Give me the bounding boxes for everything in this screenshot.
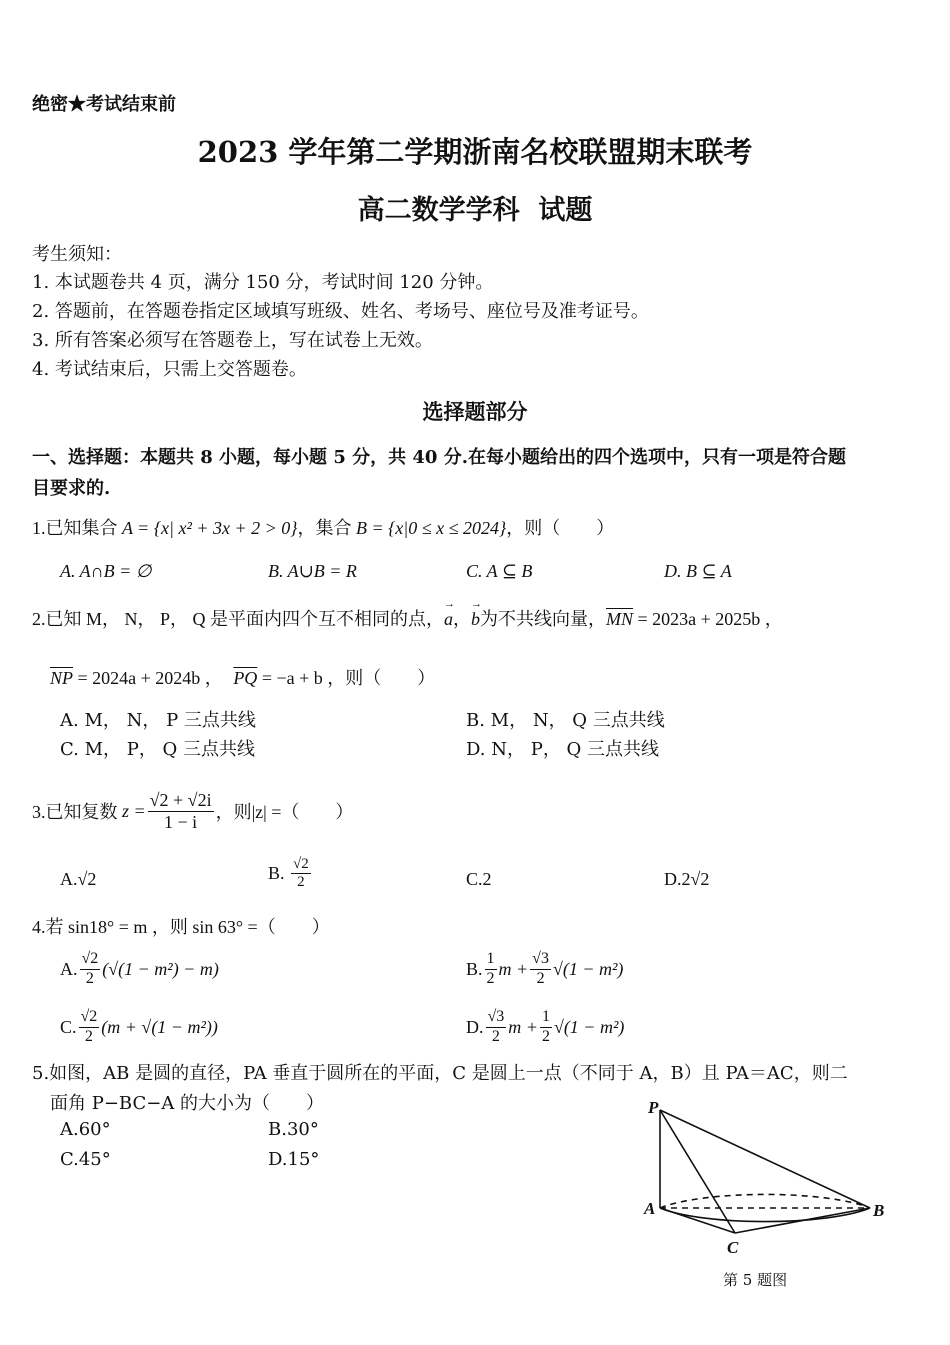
label-b: B xyxy=(873,1201,885,1220)
notice-item: 3. 所有答案必须写在答题卷上，写在试卷上无效。 xyxy=(32,330,433,351)
label-p: P xyxy=(648,1098,659,1117)
q5-option-c: C.45° xyxy=(60,1149,111,1170)
circle-back-arc xyxy=(660,1194,870,1208)
segment-bc xyxy=(735,1208,870,1233)
q2-option-c: C. M， P， Q 三点共线 xyxy=(60,739,256,760)
q5-option-a: A.60° xyxy=(60,1119,111,1140)
question-2-stem: 2.已知 M， N， P， Q 是平面内四个互不相同的点，a →，b →为不共线向量，$\overline{MN} = 2023a + 2025b$ ， xyxy=(32,605,783,631)
label-c: C xyxy=(727,1238,739,1257)
q2-option-b: B. M， N， Q 三点共线 xyxy=(466,710,665,731)
question-4-stem: 4.若 sin18° = m ，则 sin 63° =（ ） xyxy=(32,917,330,937)
exam-title: 2023 学年第二学期浙南名校联盟期末联考 xyxy=(197,135,753,169)
section-instruction: 一、选择题：本题共 8 小题，每小题 5 分，共 40 分.在每小题给出的四个选项中，只有一项是符合题 xyxy=(32,447,846,468)
question-2-stem-cont: $\overline{NP} = 2024a + 2024b$ ， $\overline{PQ} = -a + b$ ，则（ ） xyxy=(50,668,436,688)
q1-option-a: A. A∩B = ∅ xyxy=(60,561,152,581)
q2-option-a: A. M， N， P 三点共线 xyxy=(60,710,256,731)
notice-item: 2. 答题前，在答题卷指定区域填写班级、姓名、考场号、座位号及准考证号。 xyxy=(32,301,649,322)
section-instruction-cont: 目要求的. xyxy=(32,478,111,499)
q3-option-d: D.2√2 xyxy=(664,869,710,889)
notice-item: 1. 本试题卷共 4 页，满分 150 分，考试时间 120 分钟。 xyxy=(32,272,494,293)
q4-option-d: D. $\frac{√3}{2}$ m + $\frac{1}{2}$ √(1 − m²) xyxy=(466,1008,625,1045)
q5-option-b: B.30° xyxy=(268,1119,319,1140)
exam-subtitle: 高二数学学科 试题 xyxy=(357,195,593,226)
question-3-stem: 3.已知复数 z = $\frac{√2 + √2i}{1 - i}$ ，则|z| =（ ） xyxy=(32,789,354,832)
q3-fraction: $\frac{√2 + √2i}{1 - i}$ xyxy=(149,789,212,832)
notice-item: 4. 考试结束后，只需上交答题卷。 xyxy=(32,359,307,380)
q1-option-d: D. B ⊆ A xyxy=(664,561,732,581)
secret-label: 绝密★考试结束前 xyxy=(32,94,176,115)
q4-option-c: C. $\frac{√2}{2}$ (m + √(1 − m²)) xyxy=(60,1008,218,1045)
segment-pb xyxy=(660,1110,870,1208)
q5-figure xyxy=(630,1095,900,1270)
question-1-stem: 1.已知集合 A = {x| x² + 3x + 2 > 0}，集合 B = {x|0 ≤ x ≤ 2024}，则（ ） xyxy=(32,518,615,538)
q1-option-c: C. A ⊆ B xyxy=(466,561,533,581)
section-title: 选择题部分 xyxy=(422,399,528,424)
question-5-stem-cont: 面角 P−BC−A 的大小为（ ） xyxy=(50,1093,325,1114)
segment-pc xyxy=(660,1110,735,1233)
question-5-stem: 5.如图，AB 是圆的直径，PA 垂直于圆所在的平面，C 是圆上一点（不同于 A，B）且 PA＝AC，则二 xyxy=(32,1063,848,1084)
q5-option-d: D.15° xyxy=(268,1149,320,1170)
q3-option-c: C.2 xyxy=(466,869,492,889)
q1-option-b: B. A∪B = R xyxy=(268,561,357,581)
figure-caption: 第 5 题图 xyxy=(723,1271,788,1289)
q3-option-a: A.√2 xyxy=(60,869,97,889)
circle-front-arc xyxy=(660,1208,870,1222)
notice-heading: 考生须知： xyxy=(32,244,122,265)
q2-option-d: D. N， P， Q 三点共线 xyxy=(466,739,660,760)
label-a: A xyxy=(644,1199,656,1218)
q3-option-b: B. $\frac{√2}{2}$ xyxy=(268,856,309,891)
q4-option-b: B. $\frac{1}{2}$ m + $\frac{√3}{2}$ √(1 − m²) xyxy=(466,950,624,987)
q4-option-a: A. $\frac{√2}{2}$ (√(1 − m²) − m) xyxy=(60,950,219,987)
